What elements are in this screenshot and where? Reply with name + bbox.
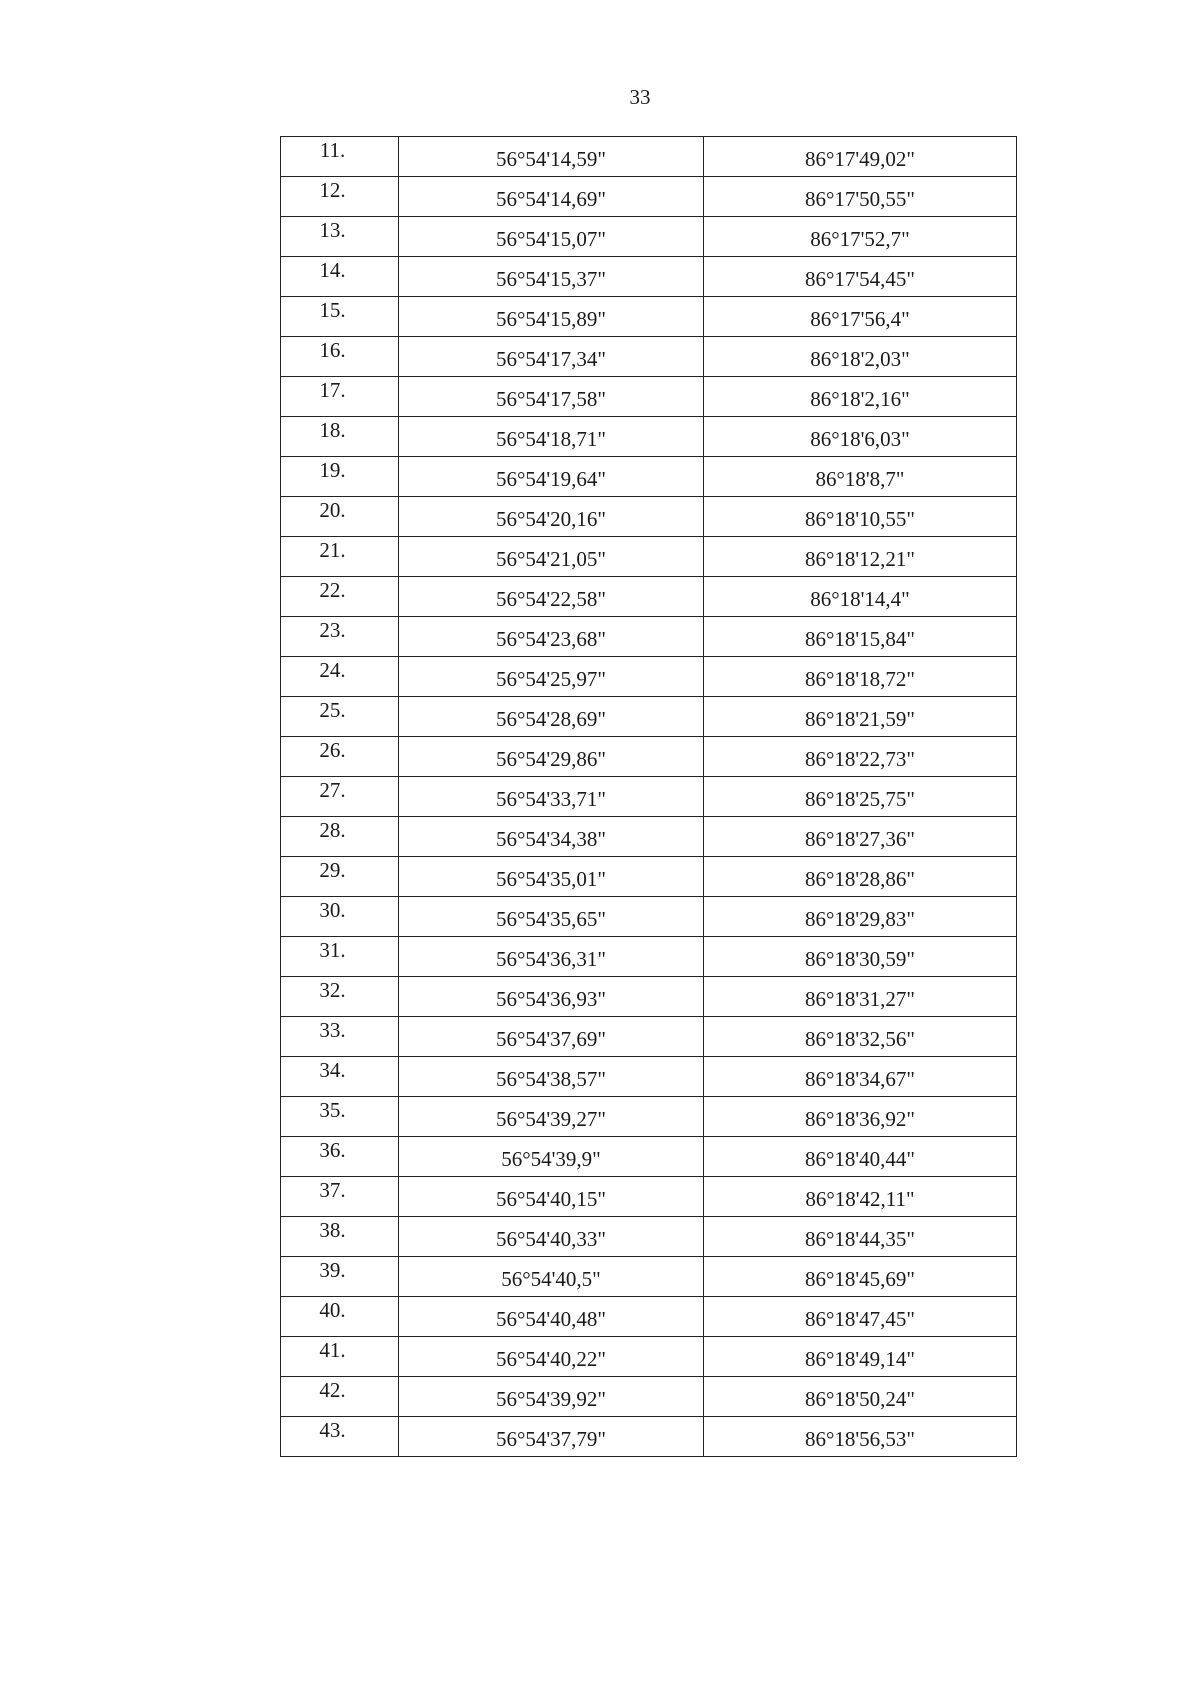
point-number-cell: 42. bbox=[281, 1377, 399, 1417]
latitude-cell: 56°54'14,69" bbox=[399, 177, 704, 217]
table-row bbox=[281, 697, 1017, 737]
longitude-cell: 86°18'50,24" bbox=[704, 1377, 1017, 1417]
point-number-cell: 22. bbox=[281, 577, 399, 617]
table-row bbox=[281, 1177, 1017, 1217]
table-row bbox=[281, 457, 1017, 497]
longitude-cell: 86°18'2,16" bbox=[704, 377, 1017, 417]
latitude-cell: 56°54'20,16" bbox=[399, 497, 704, 537]
table-row bbox=[281, 177, 1017, 217]
point-number-cell: 24. bbox=[281, 657, 399, 697]
longitude-cell: 86°18'30,59" bbox=[704, 937, 1017, 977]
latitude-cell: 56°54'40,48" bbox=[399, 1297, 704, 1337]
point-number-cell: 35. bbox=[281, 1097, 399, 1137]
longitude-cell: 86°17'52,7" bbox=[704, 217, 1017, 257]
latitude-cell: 56°54'38,57" bbox=[399, 1057, 704, 1097]
point-number-cell: 23. bbox=[281, 617, 399, 657]
longitude-cell: 86°18'34,67" bbox=[704, 1057, 1017, 1097]
point-number-cell: 11. bbox=[281, 137, 399, 177]
longitude-cell: 86°18'22,73" bbox=[704, 737, 1017, 777]
longitude-cell: 86°18'47,45" bbox=[704, 1297, 1017, 1337]
table-row bbox=[281, 417, 1017, 457]
table-row bbox=[281, 537, 1017, 577]
latitude-cell: 56°54'36,93" bbox=[399, 977, 704, 1017]
longitude-cell: 86°18'12,21" bbox=[704, 537, 1017, 577]
table-row bbox=[281, 777, 1017, 817]
coordinates-table-body bbox=[281, 137, 1017, 1457]
latitude-cell: 56°54'28,69" bbox=[399, 697, 704, 737]
longitude-cell: 86°17'50,55" bbox=[704, 177, 1017, 217]
point-number-cell: 29. bbox=[281, 857, 399, 897]
table-row bbox=[281, 857, 1017, 897]
point-number-cell: 25. bbox=[281, 697, 399, 737]
table-row bbox=[281, 497, 1017, 537]
point-number-cell: 12. bbox=[281, 177, 399, 217]
table-row bbox=[281, 1337, 1017, 1377]
longitude-cell: 86°18'10,55" bbox=[704, 497, 1017, 537]
point-number-cell: 40. bbox=[281, 1297, 399, 1337]
page-number: 33 bbox=[629, 85, 651, 109]
point-number-cell: 16. bbox=[281, 337, 399, 377]
point-number-cell: 13. bbox=[281, 217, 399, 257]
longitude-cell: 86°18'36,92" bbox=[704, 1097, 1017, 1137]
longitude-cell: 86°18'32,56" bbox=[704, 1017, 1017, 1057]
table-row bbox=[281, 1097, 1017, 1137]
point-number-cell: 37. bbox=[281, 1177, 399, 1217]
latitude-cell: 56°54'40,5" bbox=[399, 1257, 704, 1297]
point-number-cell: 32. bbox=[281, 977, 399, 1017]
longitude-cell: 86°17'54,45" bbox=[704, 257, 1017, 297]
longitude-cell: 86°18'25,75" bbox=[704, 777, 1017, 817]
longitude-cell: 86°18'44,35" bbox=[704, 1217, 1017, 1257]
latitude-cell: 56°54'40,33" bbox=[399, 1217, 704, 1257]
latitude-cell: 56°54'37,69" bbox=[399, 1017, 704, 1057]
table-row bbox=[281, 737, 1017, 777]
longitude-cell: 86°18'49,14" bbox=[704, 1337, 1017, 1377]
longitude-cell: 86°17'49,02" bbox=[704, 137, 1017, 177]
table-row bbox=[281, 577, 1017, 617]
latitude-cell: 56°54'21,05" bbox=[399, 537, 704, 577]
point-number-cell: 34. bbox=[281, 1057, 399, 1097]
point-number-cell: 20. bbox=[281, 497, 399, 537]
longitude-cell: 86°18'29,83" bbox=[704, 897, 1017, 937]
longitude-cell: 86°18'28,86" bbox=[704, 857, 1017, 897]
longitude-cell: 86°18'21,59" bbox=[704, 697, 1017, 737]
longitude-cell: 86°18'2,03" bbox=[704, 337, 1017, 377]
latitude-cell: 56°54'33,71" bbox=[399, 777, 704, 817]
latitude-cell: 56°54'19,64" bbox=[399, 457, 704, 497]
point-number-cell: 27. bbox=[281, 777, 399, 817]
latitude-cell: 56°54'23,68" bbox=[399, 617, 704, 657]
coordinates-table bbox=[280, 136, 1017, 1457]
table-row bbox=[281, 337, 1017, 377]
point-number-cell: 28. bbox=[281, 817, 399, 857]
latitude-cell: 56°54'18,71" bbox=[399, 417, 704, 457]
longitude-cell: 86°18'40,44" bbox=[704, 1137, 1017, 1177]
point-number-cell: 30. bbox=[281, 897, 399, 937]
latitude-cell: 56°54'39,27" bbox=[399, 1097, 704, 1137]
table-row bbox=[281, 617, 1017, 657]
latitude-cell: 56°54'22,58" bbox=[399, 577, 704, 617]
point-number-cell: 21. bbox=[281, 537, 399, 577]
latitude-cell: 56°54'40,22" bbox=[399, 1337, 704, 1377]
longitude-cell: 86°18'45,69" bbox=[704, 1257, 1017, 1297]
table-row bbox=[281, 897, 1017, 937]
latitude-cell: 56°54'34,38" bbox=[399, 817, 704, 857]
point-number-cell: 33. bbox=[281, 1017, 399, 1057]
point-number-cell: 17. bbox=[281, 377, 399, 417]
point-number-cell: 15. bbox=[281, 297, 399, 337]
latitude-cell: 56°54'15,37" bbox=[399, 257, 704, 297]
latitude-cell: 56°54'15,07" bbox=[399, 217, 704, 257]
latitude-cell: 56°54'36,31" bbox=[399, 937, 704, 977]
table-row bbox=[281, 377, 1017, 417]
point-number-cell: 38. bbox=[281, 1217, 399, 1257]
table-row bbox=[281, 297, 1017, 337]
table-row bbox=[281, 817, 1017, 857]
longitude-cell: 86°17'56,4" bbox=[704, 297, 1017, 337]
longitude-cell: 86°18'15,84" bbox=[704, 617, 1017, 657]
latitude-cell: 56°54'40,15" bbox=[399, 1177, 704, 1217]
latitude-cell: 56°54'14,59" bbox=[399, 137, 704, 177]
table-row bbox=[281, 1377, 1017, 1417]
point-number-cell: 31. bbox=[281, 937, 399, 977]
table-row bbox=[281, 1217, 1017, 1257]
point-number-cell: 43. bbox=[281, 1417, 399, 1457]
table-row bbox=[281, 257, 1017, 297]
point-number-cell: 14. bbox=[281, 257, 399, 297]
longitude-cell: 86°18'56,53" bbox=[704, 1417, 1017, 1457]
point-number-cell: 36. bbox=[281, 1137, 399, 1177]
table-row bbox=[281, 1257, 1017, 1297]
longitude-cell: 86°18'8,7" bbox=[704, 457, 1017, 497]
table-row bbox=[281, 1297, 1017, 1337]
latitude-cell: 56°54'17,58" bbox=[399, 377, 704, 417]
table-row bbox=[281, 657, 1017, 697]
table-row bbox=[281, 937, 1017, 977]
longitude-cell: 86°18'42,11" bbox=[704, 1177, 1017, 1217]
latitude-cell: 56°54'25,97" bbox=[399, 657, 704, 697]
table-row bbox=[281, 977, 1017, 1017]
table-row bbox=[281, 1417, 1017, 1457]
table-row bbox=[281, 1137, 1017, 1177]
table-row bbox=[281, 1017, 1017, 1057]
latitude-cell: 56°54'35,01" bbox=[399, 857, 704, 897]
longitude-cell: 86°18'31,27" bbox=[704, 977, 1017, 1017]
table-row bbox=[281, 137, 1017, 177]
latitude-cell: 56°54'15,89" bbox=[399, 297, 704, 337]
point-number-cell: 26. bbox=[281, 737, 399, 777]
longitude-cell: 86°18'14,4" bbox=[704, 577, 1017, 617]
latitude-cell: 56°54'35,65" bbox=[399, 897, 704, 937]
latitude-cell: 56°54'29,86" bbox=[399, 737, 704, 777]
point-number-cell: 19. bbox=[281, 457, 399, 497]
longitude-cell: 86°18'27,36" bbox=[704, 817, 1017, 857]
table-row bbox=[281, 217, 1017, 257]
table-row bbox=[281, 1057, 1017, 1097]
point-number-cell: 41. bbox=[281, 1337, 399, 1377]
latitude-cell: 56°54'37,79" bbox=[399, 1417, 704, 1457]
latitude-cell: 56°54'17,34" bbox=[399, 337, 704, 377]
point-number-cell: 18. bbox=[281, 417, 399, 457]
longitude-cell: 86°18'18,72" bbox=[704, 657, 1017, 697]
latitude-cell: 56°54'39,9" bbox=[399, 1137, 704, 1177]
longitude-cell: 86°18'6,03" bbox=[704, 417, 1017, 457]
point-number-cell: 39. bbox=[281, 1257, 399, 1297]
latitude-cell: 56°54'39,92" bbox=[399, 1377, 704, 1417]
